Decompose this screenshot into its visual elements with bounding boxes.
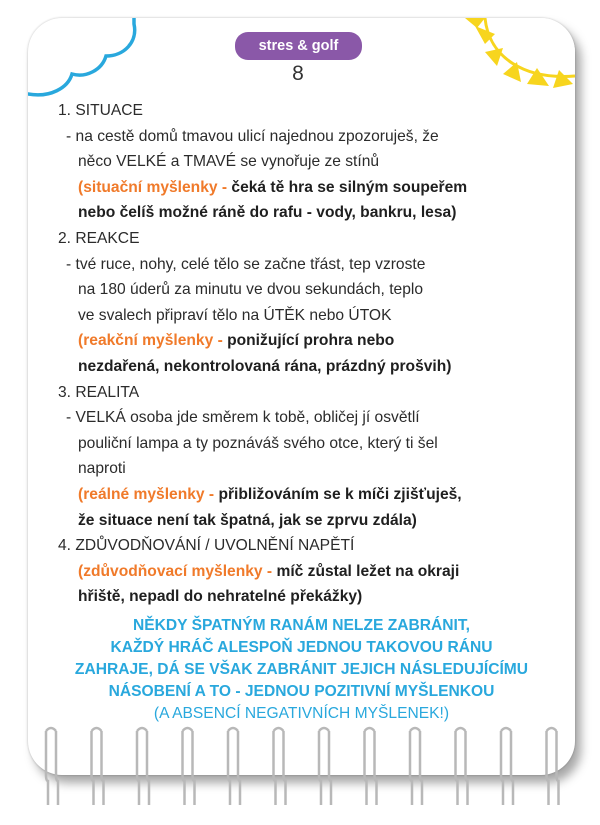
section4-heading: 4. ZDŮVODŇOVÁNÍ / UVOLNĚNÍ NAPĚTÍ (58, 537, 355, 555)
section1-line: - na cestě domů tmavou ulicí najednou zpozoruješ, že (66, 127, 439, 145)
section3-thought (58, 482, 558, 508)
binding-ring (557, 731, 559, 805)
binding-ring (284, 731, 286, 805)
binding-ring (183, 731, 185, 805)
section4-thought (58, 559, 558, 585)
content (58, 98, 558, 610)
binding-ring (466, 731, 468, 805)
binding-ring-top (365, 728, 375, 731)
binding-ring (137, 731, 139, 805)
open-paren: ( (78, 332, 84, 350)
binding-ring-top (319, 728, 329, 731)
section2-line: ve svalech připraví tělo na ÚTĚK nebo ÚTOK (78, 306, 392, 324)
binding-ring-top (92, 728, 102, 731)
binding-ring (102, 731, 104, 805)
binding-ring (92, 731, 94, 805)
section4-thought-line2: hřiště, nepadl do nehratelné překážky) (78, 588, 363, 606)
section1-thought (58, 175, 558, 201)
thought-text: ponižující prohra nebo (227, 332, 395, 350)
binding-ring-top (410, 728, 420, 731)
section3-thought-line2: že situace není tak špatná, jak se zprvu zdála) (78, 511, 417, 529)
binding-ring-top (547, 728, 557, 731)
thought-label: reálné myšlenky - (83, 485, 219, 503)
binding-ring (228, 731, 230, 805)
spiral-binding (0, 725, 600, 825)
binding-ring (56, 731, 58, 805)
thought-label: zdůvodňovací myšlenky - (83, 562, 277, 580)
section1-heading: 1. SITUACE (58, 102, 143, 119)
binding-ring (375, 731, 377, 805)
thought-label: reakční myšlenky - (83, 332, 228, 350)
section2-thought (58, 328, 558, 354)
binding-ring (511, 731, 513, 805)
closing-line: KAŽDÝ HRÁČ ALESPOŇ JEDNOU TAKOVOU RÁNU (110, 639, 493, 656)
cloud-icon (28, 18, 178, 108)
section1-line: něco VELKÉ a TMAVÉ se vynořuje ze stínů (78, 153, 380, 171)
section2-line: - tvé ruce, nohy, celé tělo se začne třást, tep vzroste (66, 255, 426, 273)
binding-ring (238, 731, 240, 805)
binding-ring (319, 731, 321, 805)
binding-ring (274, 731, 276, 805)
binding-ring-top (456, 728, 466, 731)
binding-ring (420, 731, 422, 805)
binding-ring (456, 731, 458, 805)
page-number: 8 (292, 62, 304, 85)
binding-ring (147, 731, 149, 805)
binding-ring (46, 731, 48, 805)
page-card (28, 18, 575, 775)
thought-label: situační myšlenky - (83, 178, 232, 196)
binding-ring (501, 731, 503, 805)
section3-line: pouliční lampa a ty poznáváš svého otce, který ti šel (78, 434, 438, 452)
closing-line: NĚKDY ŠPATNÝM RANÁM NELZE ZABRÁNIT, (133, 617, 470, 634)
binding-ring (193, 731, 195, 805)
section1-thought-line2: nebo čelíš možné ráně do rafu - vody, bankru, lesa) (78, 204, 457, 222)
section3-line: naproti (78, 460, 126, 478)
binding-ring-top (183, 728, 193, 731)
closing-line: ZAHRAJE, DÁ SE VŠAK ZABRÁNIT JEJICH NÁSLEDUJÍCÍMU (74, 661, 529, 678)
section2-line: na 180 úderů za minutu ve dvou sekundách, teplo (78, 281, 424, 299)
binding-ring (365, 731, 367, 805)
binding-ring-top (137, 728, 147, 731)
binding-ring-top (46, 728, 56, 731)
section2-heading: 2. REAKCE (58, 229, 140, 247)
binding-ring-top (228, 728, 238, 731)
binding-ring (410, 731, 412, 805)
section3-heading: 3. REALITA (58, 383, 140, 401)
thought-text: míč zůstal ležet na okraji (276, 562, 460, 580)
binding-ring (329, 731, 331, 805)
section3-line: - VELKÁ osoba jde směrem k tobě, obličej jí osvětlí (66, 409, 420, 427)
thought-text: přibližováním se k míči zjišťuješ, (218, 485, 462, 503)
closing-line: NÁSOBENÍ A TO - JEDNOU POZITIVNÍ MYŠLENKOU (108, 683, 495, 700)
closing-message (48, 615, 555, 725)
thought-text: čeká tě hra se silným soupeřem (231, 178, 468, 196)
topic-tag: stres & golf (235, 32, 362, 60)
binding-ring-top (501, 728, 511, 731)
closing-note: (A ABSENCÍ NEGATIVNÍCH MYŠLENEK!) (153, 705, 450, 722)
section2-thought-line2: nezdařená, nekontrolovaná rána, prázdný prošvih) (78, 357, 452, 375)
open-paren: ( (78, 178, 84, 196)
binding-ring-top (274, 728, 284, 731)
open-paren: ( (78, 485, 84, 503)
open-paren: ( (78, 562, 84, 580)
binding-ring (547, 731, 549, 805)
